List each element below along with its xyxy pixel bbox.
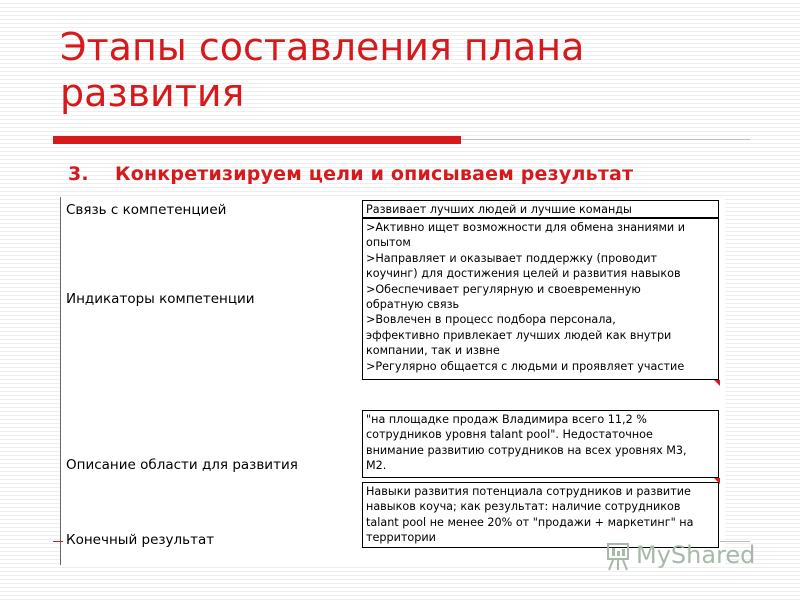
- section-number: 3.: [68, 163, 89, 185]
- row-label-competency-indicators: Индикаторы компетенции: [66, 291, 255, 307]
- cell-line: Навыки развития потенциала сотрудников и развитие: [366, 485, 691, 498]
- cell-line: "на площадке продаж Владимира всего 11,2 %: [366, 413, 647, 426]
- cell-development-area: [362, 410, 719, 478]
- comment-marker-icon: [714, 380, 720, 386]
- row-label-competency-link: Связь с компетенцией: [66, 202, 227, 218]
- cell-line: >Направляет и оказывает поддержку (проводит: [366, 251, 658, 265]
- cell-competency-link: [362, 200, 719, 218]
- title-underline-thin: [461, 139, 750, 140]
- title-underline-accent: [53, 136, 461, 144]
- slide-title: Этапы составления плана развития: [60, 25, 585, 115]
- cell-line: Развивает лучших людей и лучшие команды: [366, 203, 632, 216]
- row-label-final-result: Конечный результат: [66, 532, 215, 548]
- cell-line: >Активно ищет возможности для обмена знаниями и: [366, 221, 685, 234]
- cell-line: М2.: [366, 459, 387, 473]
- cell-line: сотрудников уровня talant pool". Недостаточное: [366, 428, 653, 442]
- cell-line: компании, так и извне: [366, 344, 500, 358]
- cell-line: обратную связь: [366, 298, 460, 312]
- cell-line: внимание развитию сотрудников на всех уровнях М3,: [366, 443, 687, 457]
- section-heading: [68, 163, 633, 185]
- section-heading-text: Конкретизируем цели и описываем результат: [115, 163, 634, 185]
- cell-line: опытом: [366, 236, 411, 250]
- watermark-logo: [606, 538, 766, 572]
- cell-line: навыков коуча; как результат: наличие сотрудников: [366, 500, 681, 514]
- footer-rule-left: [53, 541, 63, 542]
- row-label-development-area: Описание области для развития: [66, 457, 298, 473]
- cell-line: >Регулярно общается с людьми и проявляет участие: [366, 359, 685, 373]
- cell-line: эффективно привлекает лучших людей как внутри: [366, 328, 672, 342]
- cell-competency-indicators: [362, 218, 719, 380]
- cell-line: >Вовлечен в процесс подбора персонала,: [366, 313, 616, 327]
- cell-line: >Обеспечивает регулярную и своевременную: [366, 282, 641, 296]
- cell-line: коучинг) для достижения целей и развития навыков: [366, 267, 681, 281]
- presentation-board-icon: [606, 541, 630, 569]
- watermark-text: MyShared: [636, 541, 756, 569]
- cell-line: talant pool не менее 20% от "продажи + маркетинг" на: [366, 515, 694, 529]
- cell-line: территории: [366, 531, 436, 545]
